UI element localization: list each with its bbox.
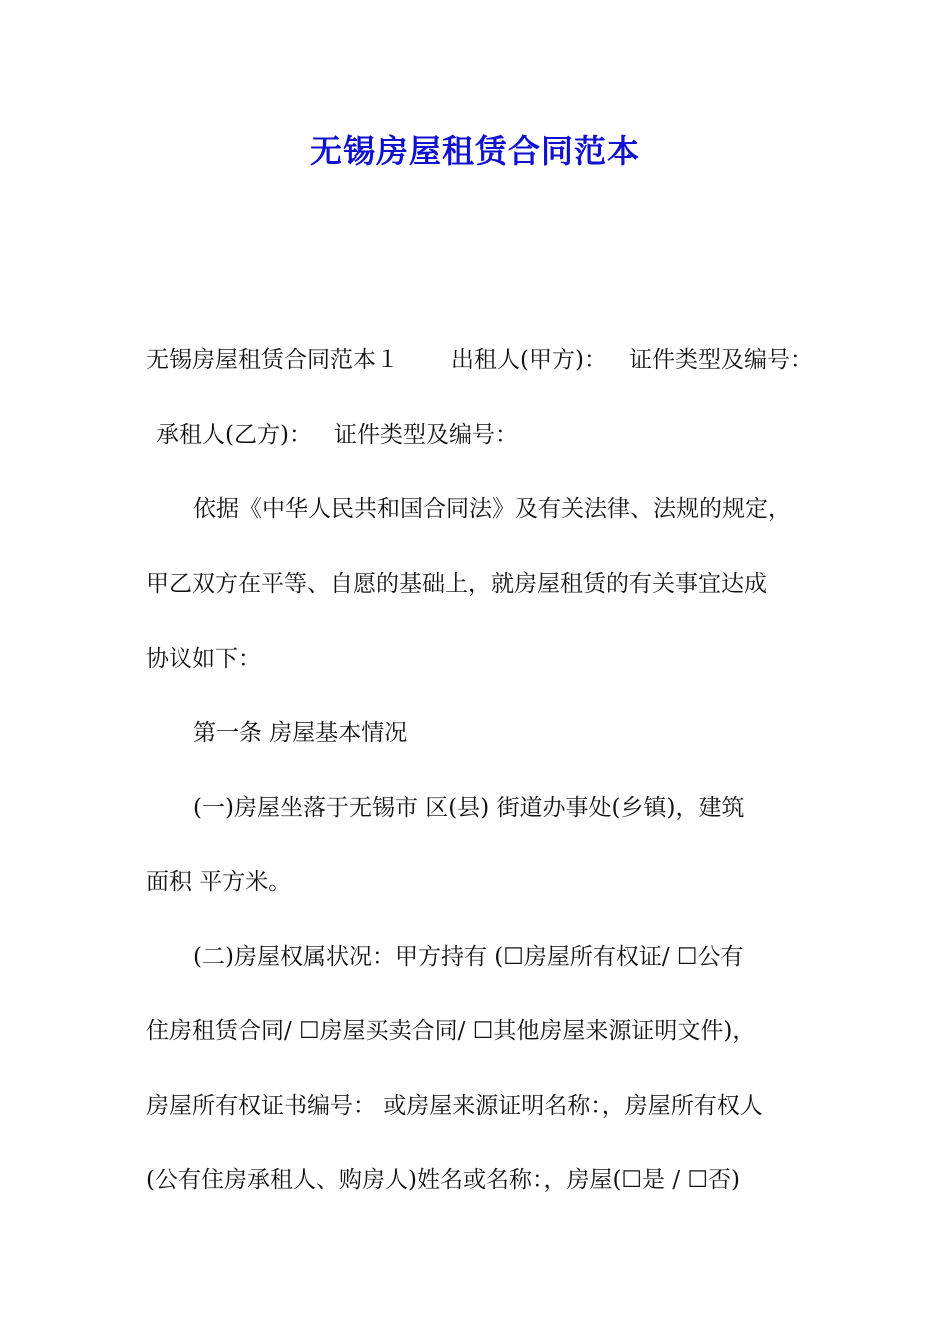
paragraph-line: 依据《中华人民共和国合同法》及有关法律、法规的规定， [193,496,791,522]
lessor-label: 出租人(甲方)： [451,347,607,373]
lessee-label: 承租人(乙方)： [156,422,312,448]
paragraph-line: 面积 平方米。 [146,869,292,895]
paragraph-line: (二)房屋权属状况：甲方持有 (☐房屋所有权证/ ☐公有 [193,944,744,970]
document-title: 无锡房屋租赁合同范本 [309,132,640,170]
paragraph-line: 协议如下： [146,646,261,672]
paragraph-line: 甲乙双方在平等、自愿的基础上，就房屋租赁的有关事宜达成 [146,571,767,597]
tenant-line [156,420,836,450]
lessor-id-label: 证件类型及编号： [628,347,813,373]
header-line [146,345,826,375]
paragraph-line: (公有住房承租人、购房人)姓名或名称：，房屋(☐是 / ☐否) [146,1167,741,1193]
paragraph-line: 住房租赁合同/ ☐房屋买卖合同/ ☐其他房屋来源证明文件)， [146,1018,756,1044]
paragraph-line: (一)房屋坐落于无锡市 区(县) 街道办事处(乡镇)，建筑 [193,795,745,821]
subtitle-text: 无锡房屋租赁合同范本１ [146,347,399,373]
paragraph-line: 房屋所有权证书编号： 或房屋来源证明名称：，房屋所有权人 [146,1093,763,1119]
lessee-id-label: 证件类型及编号： [333,422,518,448]
section-heading: 第一条 房屋基本情况 [193,720,408,746]
